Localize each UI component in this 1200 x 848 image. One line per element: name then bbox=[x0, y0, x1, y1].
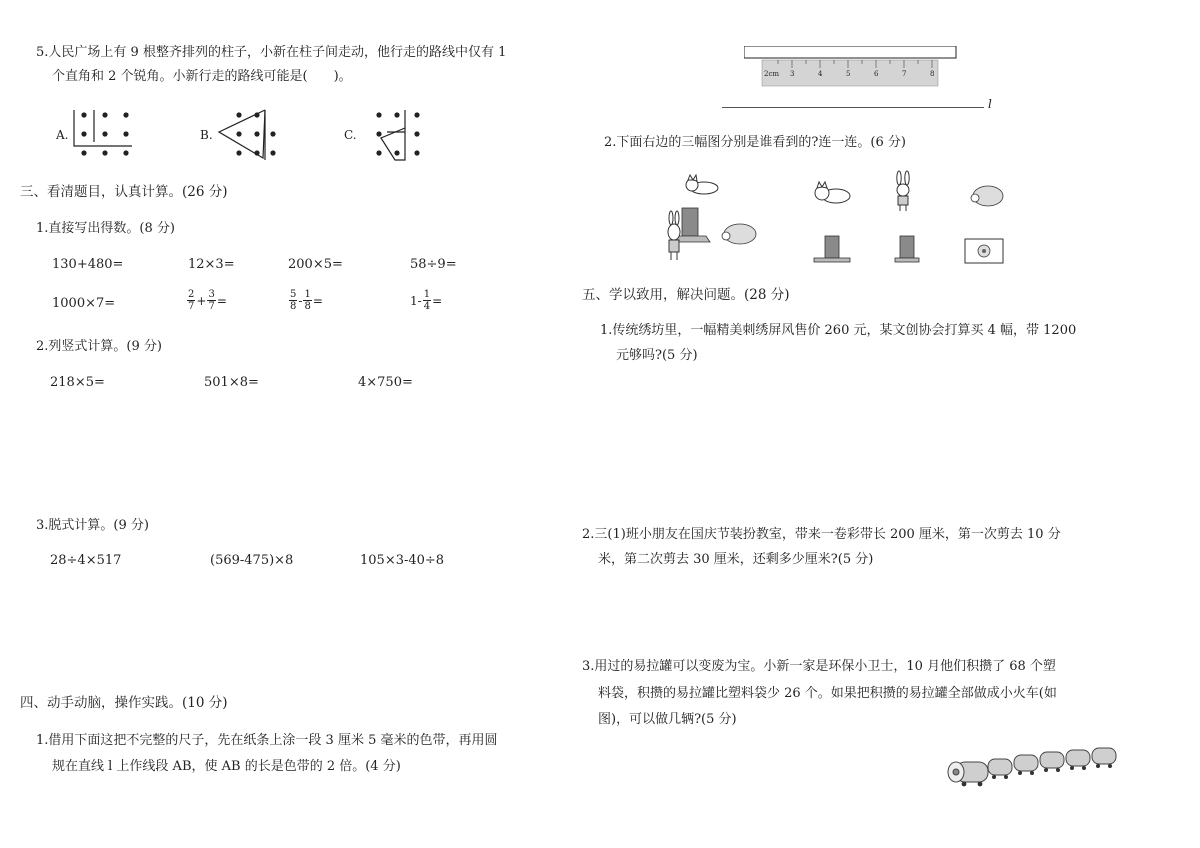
stepwise-calc-item: 105×3-40÷8 bbox=[360, 553, 445, 568]
ruler-tick: 4 bbox=[818, 70, 823, 78]
numerator: 3 bbox=[208, 289, 215, 300]
cat-icon bbox=[686, 175, 718, 194]
denominator: 8 bbox=[304, 301, 311, 312]
vertical-calc-item: 4×750= bbox=[358, 375, 413, 390]
q5-line2: 个直角和 2 个锐角。小新行走的路线可能是( )。 bbox=[52, 69, 352, 84]
stepwise-calc-item: 28÷4×517 bbox=[50, 553, 122, 568]
section5-title: 五、学以致用，解决问题。(28 分) bbox=[582, 287, 790, 303]
pillar-top-icon bbox=[964, 238, 1004, 264]
ruler-icon bbox=[744, 46, 958, 90]
numerator: 1 bbox=[423, 289, 431, 300]
train-icon bbox=[942, 742, 1142, 794]
ruler-tick: 7 bbox=[902, 70, 907, 78]
whole-part: 1- bbox=[410, 293, 422, 308]
section4-title: 四、动手动脑，操作实践。(10 分) bbox=[20, 695, 228, 711]
section3-sub1-title: 1.直接写出得数。(8 分) bbox=[36, 221, 175, 236]
vertical-calc-item: 501×8= bbox=[204, 375, 259, 390]
calc-item: 130+480= bbox=[52, 257, 124, 272]
hedgehog-icon bbox=[966, 180, 1006, 210]
problem1-line1: 1.传统绣坊里，一幅精美刺绣屏风售价 260 元，某文创协会打算买 4 幅，带 1200 bbox=[600, 323, 1077, 338]
numerator: 2 bbox=[188, 289, 195, 300]
line-l-label: l bbox=[988, 97, 992, 111]
rabbit-icon bbox=[668, 211, 680, 260]
q2-text: 2.下面右边的三幅图分别是谁看到的?连一连。(6 分) bbox=[604, 135, 906, 150]
section4-q1-line1: 1.借用下面这把不完整的尺子，先在纸条上涂一段 3 厘米 5 毫米的色带，再用圆 bbox=[36, 733, 498, 748]
scene-figure bbox=[660, 174, 770, 266]
train-figure bbox=[942, 742, 1142, 794]
denominator: 8 bbox=[290, 301, 297, 312]
ruler-unit: 2cm bbox=[764, 70, 780, 78]
stepwise-calc-item: (569-475)×8 bbox=[210, 553, 294, 568]
calc-item: 58÷9= bbox=[410, 257, 457, 272]
fraction-expression-3 bbox=[410, 289, 442, 312]
hedgehog-icon bbox=[722, 224, 756, 244]
problem2-line1: 2.三(1)班小朋友在国庆节装扮教室，带来一卷彩带长 200 厘米，第一次剪去 10 分 bbox=[582, 527, 1061, 542]
denominator: 7 bbox=[208, 301, 215, 312]
fraction-expression-2 bbox=[288, 289, 323, 312]
q5-line1: 5.人民广场上有 9 根整齐排列的柱子，小新在柱子间走动，他行走的路线中仅有 1 bbox=[36, 45, 507, 60]
calc-item: 200×5= bbox=[288, 257, 343, 272]
rabbit-icon bbox=[888, 170, 918, 212]
section3-sub3-title: 3.脱式计算。(9 分) bbox=[36, 518, 149, 533]
option-b[interactable] bbox=[200, 108, 283, 162]
option-a-label: A. bbox=[56, 128, 69, 142]
view-pillar-side[interactable] bbox=[892, 234, 922, 264]
problem2-line2: 米，第二次剪去 30 厘米，还剩多少厘米?(5 分) bbox=[598, 552, 874, 567]
numerator: 5 bbox=[290, 289, 297, 300]
equals: = bbox=[312, 293, 323, 308]
vertical-calc-item: 218×5= bbox=[50, 375, 105, 390]
ruler-tick: 8 bbox=[930, 70, 935, 78]
cat-icon bbox=[810, 180, 854, 208]
line-l bbox=[722, 107, 984, 108]
ruler-tick: 3 bbox=[790, 70, 795, 78]
calc-item: 12×3= bbox=[188, 257, 235, 272]
option-c-label: C. bbox=[344, 128, 357, 142]
denominator: 4 bbox=[423, 301, 431, 312]
section3-sub2-title: 2.列竖式计算。(9 分) bbox=[36, 339, 162, 354]
equals: = bbox=[432, 293, 443, 308]
calc-item: 1000×7= bbox=[52, 296, 116, 311]
equals: = bbox=[216, 293, 227, 308]
dot-grid-icon bbox=[217, 108, 283, 162]
denominator: 7 bbox=[188, 301, 195, 312]
problem1-line2: 元够吗?(5 分) bbox=[616, 348, 698, 363]
view-hedgehog[interactable] bbox=[966, 180, 1006, 210]
view-rabbit[interactable] bbox=[888, 170, 918, 212]
ruler-figure bbox=[744, 46, 958, 90]
fraction-expression-1 bbox=[186, 289, 227, 312]
option-b-label: B. bbox=[200, 128, 213, 142]
problem3-line1: 3.用过的易拉罐可以变废为宝。小新一家是环保小卫士，10 月他们积攒了 68 个塑 bbox=[582, 659, 1056, 674]
operator: - bbox=[298, 293, 303, 308]
operator: + bbox=[196, 293, 207, 308]
numerator: 1 bbox=[304, 289, 311, 300]
view-cat[interactable] bbox=[810, 180, 854, 208]
view-pillar-front[interactable] bbox=[812, 234, 852, 264]
dot-grid-icon bbox=[72, 108, 138, 162]
option-a[interactable] bbox=[56, 108, 138, 162]
view-pillar-top[interactable] bbox=[964, 238, 1004, 264]
problem3-line2: 料袋，积攒的易拉罐比塑料袋少 26 个。如果把积攒的易拉罐全部做成小火车(如 bbox=[598, 686, 1057, 701]
dot-grid-icon bbox=[361, 108, 427, 162]
pillar-icon bbox=[892, 234, 922, 264]
problem3-line3: 图)，可以做几辆?(5 分) bbox=[598, 712, 737, 727]
pillar-icon bbox=[812, 234, 852, 264]
ruler-tick: 6 bbox=[874, 70, 879, 78]
section3-title: 三、看清题目，认真计算。(26 分) bbox=[20, 184, 228, 200]
section4-q1-line2: 规在直线 l 上作线段 AB，使 AB 的长是色带的 2 倍。(4 分) bbox=[52, 759, 401, 774]
ruler-tick: 5 bbox=[846, 70, 851, 78]
option-c[interactable] bbox=[344, 108, 427, 162]
